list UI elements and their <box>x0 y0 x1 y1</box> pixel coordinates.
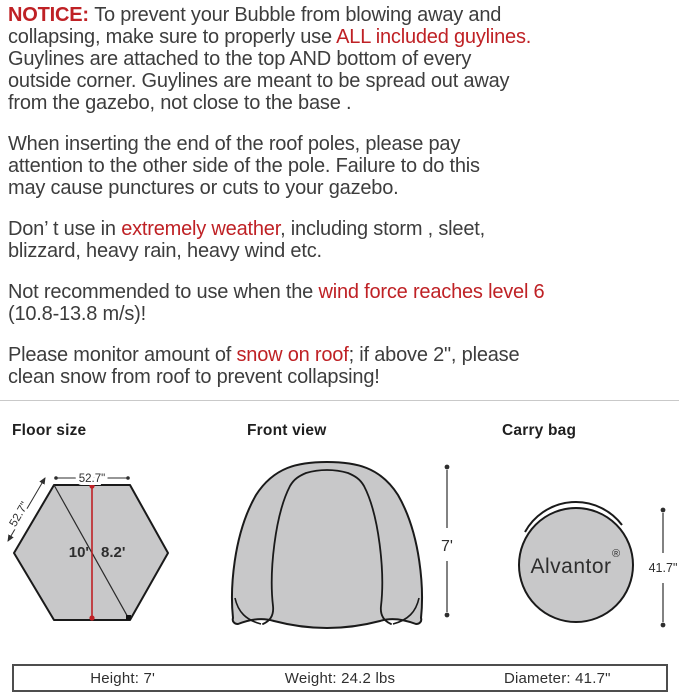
spec-weight: Weight: 24.2 lbs <box>284 669 396 687</box>
notice-paragraph: NOTICE: To prevent your Bubble from blowing away and collapsing, make sure to properly use ALL included guylines. Guylines are attached to the top AND bottom of every outside corner. Guylines are meant to be spread out away from the gazebo, not close to the base . <box>8 4 532 114</box>
notice-paragraph: Don’ t use in extremely weather, including storm , sleet, blizzard, heavy rain, heavy wind etc. <box>8 218 485 262</box>
carry-bag-heading: Carry bag <box>502 422 577 439</box>
top-width-label: 52.7" <box>78 473 106 485</box>
front-view-heading: Front view <box>247 422 327 439</box>
spec-table <box>12 664 668 692</box>
side-width-label: 52.7" <box>7 500 32 529</box>
carry-bag-diagram <box>470 440 679 670</box>
height-dim-bottom-dot <box>445 613 450 618</box>
floor-size-diagram <box>0 440 230 670</box>
red-dim-bottom-dot <box>89 615 94 620</box>
registered-mark: ® <box>612 548 621 560</box>
inner-diagonal-label: 8.2' <box>101 544 126 561</box>
diameter-dim-bottom-dot <box>661 623 666 628</box>
spec-height: Height: 7' <box>90 669 156 687</box>
hexagon-floor-shape <box>14 485 168 620</box>
notice-paragraph: Please monitor amount of snow on roof; if above 2", please clean snow from roof to prevent collapsing! <box>8 344 520 388</box>
spec-diameter: Diameter: 41.7" <box>503 669 611 687</box>
notice-text <box>8 4 676 407</box>
brand-label: Alvantor <box>530 555 612 578</box>
diameter-dim-top-dot <box>661 508 666 513</box>
height-dim-top-dot <box>445 465 450 470</box>
height-label: 7' <box>441 538 453 555</box>
front-view-diagram <box>230 440 460 670</box>
diagonal-label: 10' <box>68 544 89 561</box>
notice-paragraph: When inserting the end of the roof poles, please pay attention to the other side of the pole. Failure to do this may cause punctures or cuts to your gazebo. <box>8 133 480 199</box>
floor-diagonal-end-dot <box>126 615 131 620</box>
tent-silhouette <box>232 462 422 628</box>
floor-size-heading: Floor size <box>12 422 87 439</box>
section-divider <box>0 400 679 401</box>
diameter-label: 41.7" <box>648 561 678 575</box>
top-dim-left-dot <box>54 476 58 480</box>
top-dim-right-dot <box>126 476 130 480</box>
notice-paragraph: Not recommended to use when the wind force reaches level 6 (10.8-13.8 m/s)! <box>8 281 545 325</box>
